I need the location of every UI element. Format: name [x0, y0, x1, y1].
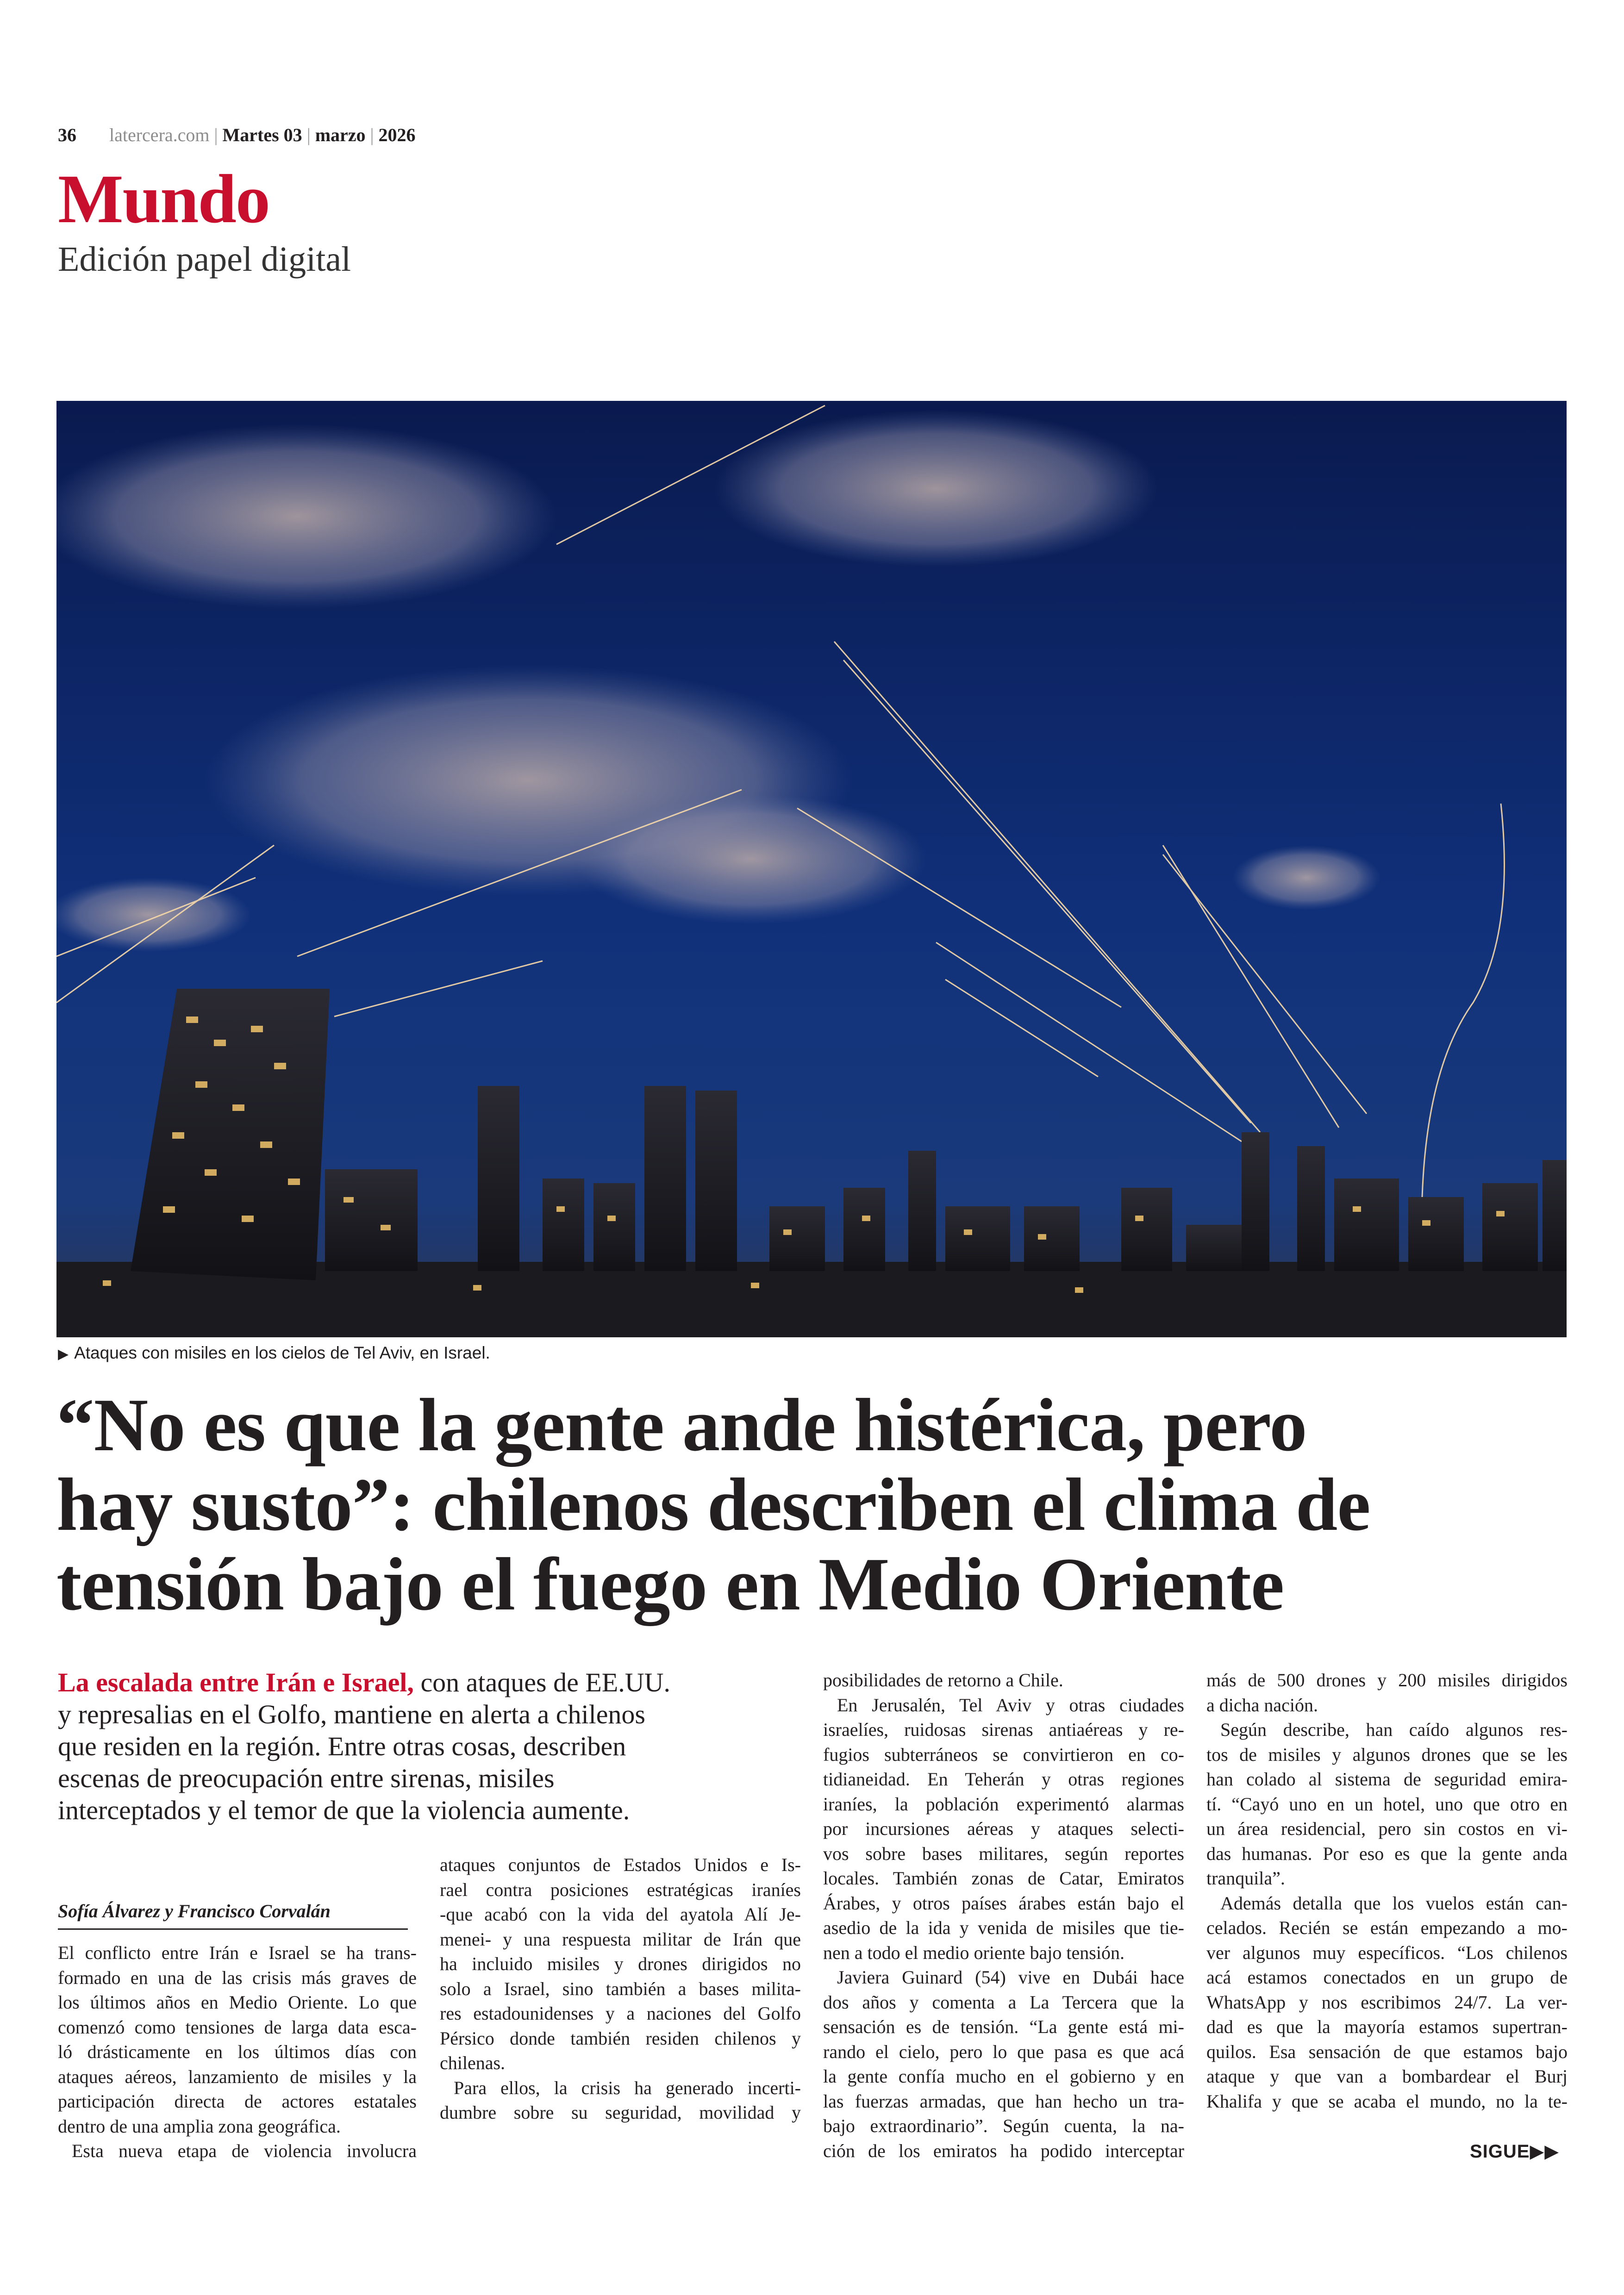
headline-line: tensión bajo el fuego en Medio Oriente: [56, 1543, 1284, 1626]
body-line: Esta nueva etapa de violencia involucra: [72, 2140, 417, 2161]
body-line: Árabes, y otros países árabes están bajo el: [823, 1892, 1184, 1914]
byline: Sofía Álvarez y Francisco Corvalán: [58, 1900, 408, 1930]
body-line: asedio de la ida y venida de misiles que tie-: [823, 1917, 1184, 1938]
publication-dateline: [109, 124, 416, 146]
body-line: más de 500 drones y 200 misiles dirigidos: [1206, 1670, 1568, 1690]
body-line: ción de los emiratos ha podido interceptar: [823, 2140, 1184, 2161]
body-line: por incursiones aéreas y ataques selecti-: [823, 1818, 1184, 1839]
body-line: Pérsico donde también residen chilenos y: [440, 2027, 801, 2049]
date-year: 2026: [378, 125, 416, 145]
body-line: ataques aéreos, lanzamiento de misiles y la: [58, 2066, 417, 2087]
article-headline: [56, 1385, 1584, 1624]
body-line: formado en una de las crisis más graves de: [58, 1967, 417, 1988]
body-column-3: [823, 1668, 1184, 2163]
body-line: Además detalla que los vuelos están can-: [1220, 1892, 1568, 1914]
body-line: los últimos años en Medio Oriente. Lo que: [58, 1992, 417, 2013]
continue-label: SIGUE: [1470, 2141, 1530, 2162]
body-line: -que acabó con la vida del ayatola Alí Je-: [440, 1904, 801, 1925]
double-arrow-right-icon: ▶▶: [1530, 2141, 1560, 2162]
deck-line: escenas de preocupación entre sirenas, misiles: [58, 1763, 555, 1793]
date-month: marzo: [315, 125, 366, 145]
body-line: Khalifa y que se acaba el mundo, no la te-: [1206, 2090, 1568, 2112]
body-line: la gente confía mucho en el gobierno y en: [823, 2066, 1184, 2087]
headline-line: “No es que la gente ande histérica, pero: [56, 1384, 1307, 1467]
body-line: acá estamos conectados en un grupo de: [1206, 1967, 1568, 1988]
deck-lead: La escalada entre Irán e Israel,: [58, 1667, 414, 1697]
body-line: vos sobre bases militares, según reportes: [823, 1843, 1184, 1864]
body-line: Según describe, han caído algunos res-: [1220, 1719, 1568, 1740]
body-line: tidianeidad. En Teherán y otras regiones: [823, 1769, 1184, 1790]
body-line: bajo extraordinario”. Según cuenta, la na-: [823, 2115, 1184, 2136]
body-line: dentro de una amplia zona geográfica.: [58, 2115, 341, 2137]
body-line: iraníes, la población experimentó alarmas: [823, 1793, 1184, 1815]
body-line: participación directa de actores estatales: [58, 2091, 417, 2112]
body-line: WhatsApp y nos escribimos 24/7. La ver-: [1206, 1991, 1568, 2013]
body-line: han colado al sistema de seguridad emira-: [1206, 1769, 1568, 1790]
body-line: dumbre sobre su seguridad, movilidad y: [440, 2102, 801, 2123]
article-photo: [56, 401, 1567, 1337]
site-name[interactable]: latercera.com: [109, 125, 210, 145]
continue-link[interactable]: [1470, 2141, 1559, 2162]
photo-caption: [58, 1343, 490, 1363]
body-line: En Jerusalén, Tel Aviv y otras ciudades: [837, 1694, 1184, 1715]
body-line: das humanas. Por eso es que la gente anda: [1206, 1843, 1568, 1864]
body-line: quilos. Esa sensación de que estamos bajo: [1206, 2041, 1568, 2062]
body-line: Para ellos, la crisis ha generado incerti-: [454, 2077, 801, 2098]
body-line: fugios subterráneos se convirtieron en co-: [823, 1744, 1184, 1765]
edition-label: Edición papel digital: [58, 240, 351, 279]
divider: |: [214, 125, 218, 145]
body-line: israelíes, ruidosas sirenas antiaéreas y re-: [823, 1719, 1184, 1740]
body-line: ataque y que van a bombardear el Burj: [1206, 2066, 1568, 2087]
deck-line: [58, 1666, 715, 1698]
body-line: dad es que la mayoría estamos supertran-: [1206, 2016, 1568, 2037]
body-line: comenzó como tensiones de larga data esca-: [58, 2016, 417, 2038]
body-line: celados. Recién se están empezando a mo-: [1206, 1917, 1568, 1938]
body-column-1: [58, 1940, 417, 2164]
divider: |: [306, 125, 311, 145]
deck-line: que residen en la región. Entre otras cosas, describen: [58, 1731, 626, 1761]
triangle-right-icon: ▶: [58, 1347, 69, 1362]
body-line: un área residencial, pero sin costos en vi-: [1206, 1818, 1568, 1839]
body-line: solo a Israel, sino también a bases milita-: [440, 1978, 801, 1999]
page-number: 36: [58, 125, 76, 145]
body-line: ló drásticamente en los últimos días con: [58, 2041, 417, 2062]
body-line: a dicha nación.: [1206, 1694, 1318, 1715]
date-day: Martes 03: [222, 125, 302, 145]
body-column-2: [440, 1852, 801, 2125]
article-deck: [58, 1666, 715, 1826]
body-line: Javiera Guinard (54) vive en Dubái hace: [837, 1967, 1184, 1988]
body-line: res estadounidenses y a naciones del Golfo: [440, 2003, 801, 2024]
body-line: las fuerzas armadas, que han hecho un tra-: [823, 2090, 1184, 2112]
body-line: chilenas.: [440, 2052, 506, 2073]
deck-line: interceptados y el temor de que la violencia aumente.: [58, 1795, 630, 1825]
body-line: ataques conjuntos de Estados Unidos e Is-: [440, 1854, 801, 1875]
body-line: dos años y comenta a La Tercera que la: [823, 1991, 1184, 2013]
body-line: ver algunos muy específicos. “Los chilenos: [1206, 1942, 1568, 1963]
body-line: menei- y una respuesta militar de Irán que: [440, 1928, 801, 1950]
body-line: nen a todo el medio oriente bajo tensión.: [823, 1942, 1124, 1963]
night-sky-missiles-illustration: [56, 401, 1567, 1337]
caption-text: Ataques con misiles en los cielos de Tel Aviv, en Israel.: [74, 1343, 490, 1362]
body-line: El conflicto entre Irán e Israel se ha trans-: [58, 1942, 417, 1963]
body-line: tí. “Cayó uno en un hotel, uno que otro en: [1206, 1793, 1568, 1815]
body-line: tranquila”.: [1206, 1868, 1285, 1889]
body-line: posibilidades de retorno a Chile.: [823, 1670, 1063, 1690]
body-line: ha incluido misiles y drones dirigidos no: [440, 1953, 801, 1974]
deck-line: y represalias en el Golfo, mantiene en alerta a chilenos: [58, 1699, 646, 1729]
body-line: tos de misiles y algunos drones que se les: [1206, 1744, 1568, 1765]
body-line: locales. También zonas de Catar, Emiratos: [823, 1868, 1184, 1889]
body-column-4: [1206, 1668, 1568, 2114]
body-line: rael contra posiciones estratégicas iraníes: [440, 1879, 801, 1900]
section-title: Mundo: [58, 161, 269, 237]
body-line: sensación es de tensión. “La gente está mi-: [823, 2016, 1184, 2037]
divider: |: [370, 125, 374, 145]
body-line: rando el cielo, pero lo que pasa es que acá: [823, 2041, 1184, 2062]
headline-line: hay susto”: chilenos describen el clima de: [56, 1463, 1370, 1547]
deck-first-line-rest: con ataques de EE.UU.: [413, 1667, 670, 1697]
